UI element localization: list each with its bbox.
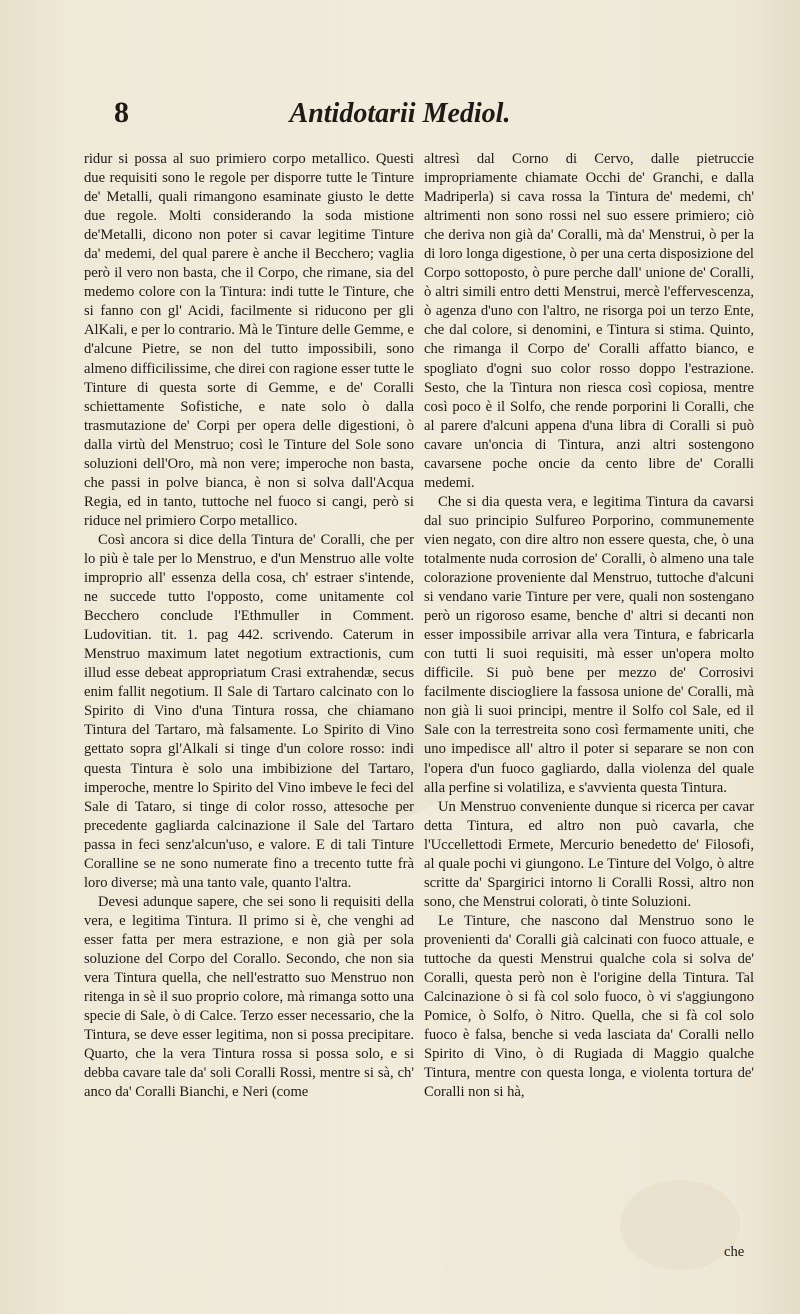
paragraph: altresì dal Corno di Cervo, dalle pietruccie impropriamente chiamate Occhi de' Granchi, e dalla Madriperla) si cava rossa la Tintura de' medemi, ch' altrimenti non sono rossi nel suo essere primiero; ciò che deriva non già da' Coralli, mà da' Menstrui, ò per la di loro longa digestione, ò per una certa disposizione del Corpo sottoposto, ò pure perche dall' unione de' Coralli, ò altri simili entro detti Menstrui, mercè l'effervescenza, ò agenza d'uno con l'altro, ne risorga poi un terzo Ente, che dal colore, si denomini, e Tintura si stima. Quinto, che rimanga il Corpo de' Coralli affatto bianco, e spogliato d'ogni suo color rosso doppo l'estrazione. Sesto, che la Tintura non riesca così copiosa, mentre così poco è il Solfo, che rende porporini li Coralli, che al parere d'alcuni appena d'una libra di Coralli si può cavare un'oncia di Tintura, anzi altri sostengono cavarsene poche oncie da cento libre de' Coralli medemi. [424,151,754,491]
paragraph: ridur si possa al suo primiero corpo metallico. Questi due requisiti sono le regole per disporre tutte le Tinture de' Metalli, quali rimangono esaminate giusto le dette due regole. Molti considerando la soda mistione de'Metalli, dicono non poter si cavar legitime Tinture da' medemi, del qual parere è anche il Becchero; vaglia però il vero non basta, che il Corpo, che rimane, sia del medemo colore con la Tintura: indi tutte le Tinture, che si fanno con gl' Acidi, facilmente si riducono per gli AlKali, e per lo contrario. Mà le Tinture delle Gemme, e d'alcune Pietre, se non del tutto impossibili, sono almeno difficilissime, che direi con ragione esser tutte le Tinture di questa sorte di Gemme, e de' Coralli schiettamente Sofistiche, e nate solo ò dalla trasmutazione de' Corpi per opera delle digestioni, ò dalla virtù del Menstruo; così le Tinture del Sole sono soluzioni dell'Oro, mà non vere; imperoche non basta, che passi in polve bianca, è non si solva dall'Acqua Regia, ed in tanto, tuttoche nel fuoco si cangi, però si riduce nel primiero Corpo metallico. [84,151,415,529]
paragraph: Che si dia questa vera, e legitima Tintura da cavarsi dal suo principio Sulfureo Porporino, communemente vien negato, con dire altro non essere questa, che, ò una totalmente nuda corrosion de' Coralli, ò almeno una tale colorazione proveniente dal Menstruo, tuttoche d'alcuni si vendano varie Tinture per vere, quali non sostengano però un rigoroso esame, benche d' altri si decanti non esser impossibile arrivar alla vera Tintura, e fabricarla con tutti li suoi requisiti, mà esser un'opera molto difficile. Si può bene per mezzo de' Corrosivi facilmente disciogliere la fassosa unione de' Coralli, mà non già li suoi principi, mentre il Solfo col Sale, ed il Sale con la terrestreita sono così fermamente uniti, che uno impedisce all' altro il poter si separare se non con l'opera d'un fuoco gagliardo, dalla violenza del quale alla perfine si volatiliza, e s'avvienta questa Tintura. [424,493,754,796]
paragraph: Un Menstruo conveniente dunque si ricerca per cavar detta Tintura, ed altro non può cavarla, che l'Uccellettodi Ermete, Mercurio benedetto de' Filosofi, al quale pochi vi giungono. Le Tinture del Volgo, ò altre scritte da' Spargirici intorno li Coralli Rossi, altro non sono, che Menstrui colorati, ò tinte Soluzioni. [424,798,754,910]
paper-stain [620,1180,740,1270]
paragraph: Le Tinture, che nascono dal Menstruo sono le provenienti da' Coralli già calcinati con fuoco attuale, e tuttoche da questi Menstrui qualche cola si solva de' Coralli, questa però non è l'origine della Tintura. Tal Calcinazione ò si fà col solo fuoco, ò vi s'aggiungono Pomice, ò Solfo, ò Nitro. Quella, che si fà col solo fuoco è falsa, benche si veda lasciata da' Coralli nello Spirito di Vino, ò di Rugiada di Maggio qualche Tintura, mentre con questa longa, e violenta tortura de' Coralli non si hà, [424,912,754,1101]
right-column [424,150,754,1102]
paragraph: Così ancora si dice della Tintura de' Coralli, che per lo più è tale per lo Menstruo, e d'un Menstruo alle volte improprio all' essenza della cosa, ch' estraer s'intende, ne succede tutto l'opposto, come unitamente col Becchero conclude l'Ethmuller in Comment. Ludovitian. tit. 1. pag 442. scrivendo. Caterum in Menstruo maximum latet negotium extractionis, cum illud esse debeat appropriatum Crasi extrahendæ, secus enim fallit negotium. Il Sale di Tartaro calcinato con lo Spirito di Vino d'una Tintura rossa, che chiamano Tintura del Tartaro, mà falsamente. Lo Spirito di Vino gettato sopra gl'Alkali si tinge d'un colore rosso: indi questa Tintura è solo una imbibizione del Tartaro, imperoche, mentre lo Spirito del Vino imbeve le feci del Sale di Tataro, si tinge di color rosso, attesoche per precedente gagliarda calcinazione il Sale del Tartaro passa in feci senz'alcun'uso, e valore. E di tali Tinture Coralline se ne sono numerate fino a trecento tutte frà loro diverse; mà una tanto vale, quanto l'altra. [84,531,414,891]
page-header [0,96,800,140]
running-head: Antidotarii Mediol. [289,98,511,129]
paragraph: Devesi adunque sapere, che sei sono li requisiti della vera, e legitima Tintura. Il primo si è, che venghi ad esser fatta per mera estrazione, e non già per sola soluzione del Corpo del Corallo. Secondo, che non sia vera Tintura quella, che nell'estratto suo Menstruo non ritenga in sè il suo proprio colore, mà rimanga sotto una specie di Sale, ò di Calce. Terzo esser necessario, che la Tintura, se deve esser legitima, non si possa precipitare. Quarto, che la vera Tintura rossa si possa solo, e si debba cavare tale da' soli Coralli Rossi, mentre si sà, ch' anco da' Coralli Bianchi, e Neri (come [84,893,414,1101]
page-number: 8 [114,96,130,129]
left-column [84,150,414,1102]
catchword: che [724,1244,745,1260]
